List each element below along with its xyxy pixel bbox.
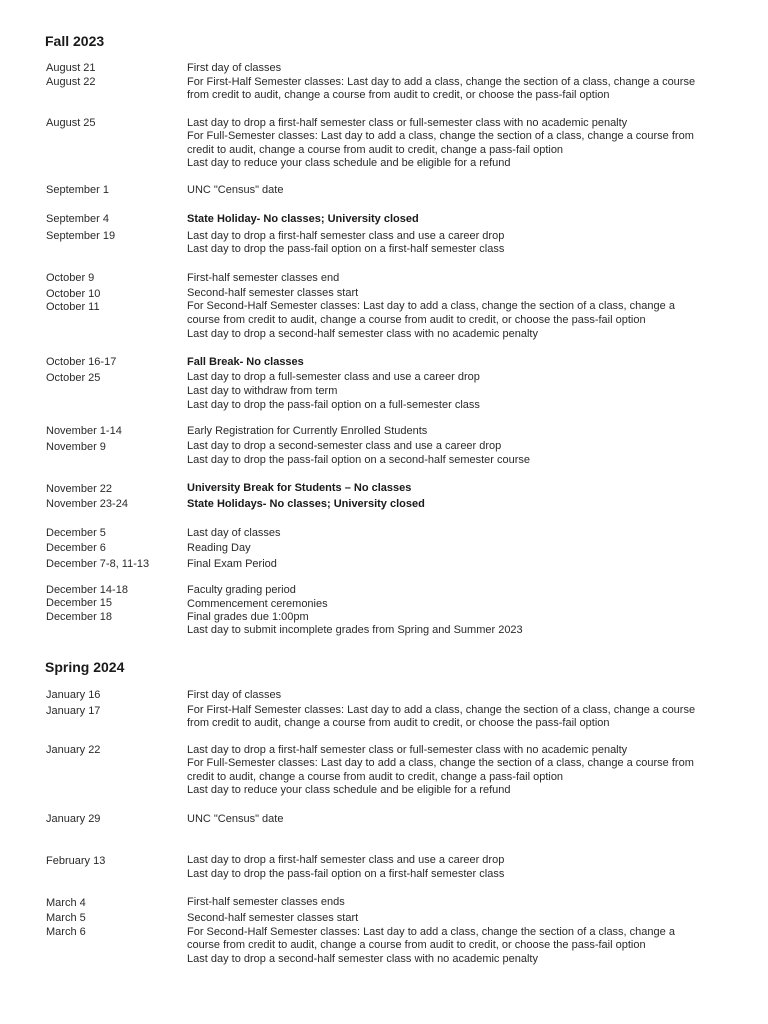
event-text: Last day to drop a first-half semester class or full-semester class with no academic penalty [187, 744, 628, 756]
date: October 11 [46, 301, 100, 313]
event-text-bold: Fall Break- No classes [187, 356, 304, 368]
date: March 5 [46, 912, 86, 924]
event-text: Last day to reduce your class schedule and be eligible for a refund [187, 784, 511, 796]
event-text: First-half semester classes ends [187, 896, 345, 908]
event-text: For Second-Half Semester classes: Last day to add a class, change the section of a class, change a [187, 926, 675, 938]
event-text: Final grades due 1:00pm [187, 611, 309, 623]
event-text: Faculty grading period [187, 584, 296, 596]
event-text: Last day to drop a first-half semester class and use a career drop [187, 230, 505, 242]
event-text: Last day to withdraw from term [187, 385, 338, 397]
date: August 22 [46, 76, 96, 88]
event-text: Last day to drop a full-semester class and use a career drop [187, 371, 480, 383]
event-text: course from credit to audit, change a course from audit to credit, or choose the pass-fail option [187, 314, 646, 326]
date: January 17 [46, 705, 101, 717]
event-text: Last day to drop the pass-fail option on a first-half semester class [187, 243, 505, 255]
date: October 9 [46, 272, 95, 284]
date: December 6 [46, 542, 106, 554]
event-text: For Full-Semester classes: Last day to add a class, change the section of a class, change a course from [187, 130, 694, 142]
event-text: Last day of classes [187, 527, 281, 539]
event-text: For First-Half Semester classes: Last day to add a class, change the section of a class, change a course [187, 76, 696, 88]
date: September 19 [46, 230, 116, 242]
event-text: Last day to drop the pass-fail option on a full-semester class [187, 399, 480, 411]
event-text: Last day to drop a first-half semester class or full-semester class with no academic penalty [187, 117, 628, 129]
date: December 14-18 [46, 584, 128, 596]
date: November 23-24 [46, 498, 128, 510]
event-text: from credit to audit, change a course from audit to credit, or choose the pass-fail option [187, 717, 610, 729]
event-text: Second-half semester classes start [187, 912, 359, 924]
event-text-bold: University Break for Students – No classes [187, 482, 412, 494]
event-text: Last day to drop a first-half semester class and use a career drop [187, 854, 505, 866]
event-text: Last day to drop a second-half semester class with no academic penalty [187, 953, 538, 965]
date: November 1-14 [46, 425, 122, 437]
event-text: UNC "Census" date [187, 813, 284, 825]
date: January 16 [46, 689, 101, 701]
section-title-fall: Fall 2023 [45, 33, 105, 49]
event-text: credit to audit, change a course from audit to credit, change a pass-fail option [187, 144, 564, 156]
date: March 6 [46, 926, 86, 938]
section-title-spring: Spring 2024 [45, 659, 125, 675]
date: August 21 [46, 62, 96, 74]
date: November 22 [46, 483, 113, 495]
event-text-bold: State Holidays- No classes; University closed [187, 498, 425, 510]
date: December 7-8, 11-13 [46, 558, 150, 570]
event-text: First-half semester classes end [187, 272, 340, 284]
event-text: For First-Half Semester classes: Last day to add a class, change the section of a class, change a course [187, 704, 696, 716]
event-text: credit to audit, change a course from audit to credit, change a pass-fail option [187, 771, 564, 783]
event-text: First day of classes [187, 62, 282, 74]
event-text: Commencement ceremonies [187, 598, 328, 610]
event-text: Last day to drop a second-half semester class with no academic penalty [187, 328, 538, 340]
date: October 10 [46, 288, 101, 300]
event-text: UNC "Census" date [187, 184, 284, 196]
date: December 15 [46, 597, 113, 609]
event-text: Second-half semester classes start [187, 287, 359, 299]
event-text: Last day to drop a second-semester class and use a career drop [187, 440, 502, 452]
event-text: Early Registration for Currently Enrolled Students [187, 425, 428, 437]
event-text: Last day to submit incomplete grades from Spring and Summer 2023 [187, 624, 523, 636]
event-text: First day of classes [187, 689, 282, 701]
date: December 18 [46, 611, 113, 623]
date: October 16-17 [46, 356, 117, 368]
date: September 1 [46, 184, 109, 196]
date: October 25 [46, 372, 101, 384]
event-text: Final Exam Period [187, 558, 277, 570]
event-text: Reading Day [187, 542, 251, 554]
event-text: For Second-Half Semester classes: Last day to add a class, change the section of a class, change a [187, 300, 675, 312]
date: December 5 [46, 527, 106, 539]
date: November 9 [46, 441, 106, 453]
date: January 22 [46, 744, 101, 756]
event-text-bold: State Holiday- No classes; University closed [187, 213, 419, 225]
event-text: Last day to drop the pass-fail option on a first-half semester class [187, 868, 505, 880]
event-text: course from credit to audit, change a course from audit to credit, or choose the pass-fail option [187, 939, 646, 951]
event-text: from credit to audit, change a course from audit to credit, or choose the pass-fail option [187, 89, 610, 101]
event-text: Last day to drop the pass-fail option on a second-half semester course [187, 454, 531, 466]
date: August 25 [46, 117, 96, 129]
date: September 4 [46, 213, 109, 225]
event-text: Last day to reduce your class schedule and be eligible for a refund [187, 157, 511, 169]
date: March 4 [46, 897, 86, 909]
date: January 29 [46, 813, 101, 825]
event-text: For Full-Semester classes: Last day to add a class, change the section of a class, change a course from [187, 757, 694, 769]
date: February 13 [46, 855, 106, 867]
